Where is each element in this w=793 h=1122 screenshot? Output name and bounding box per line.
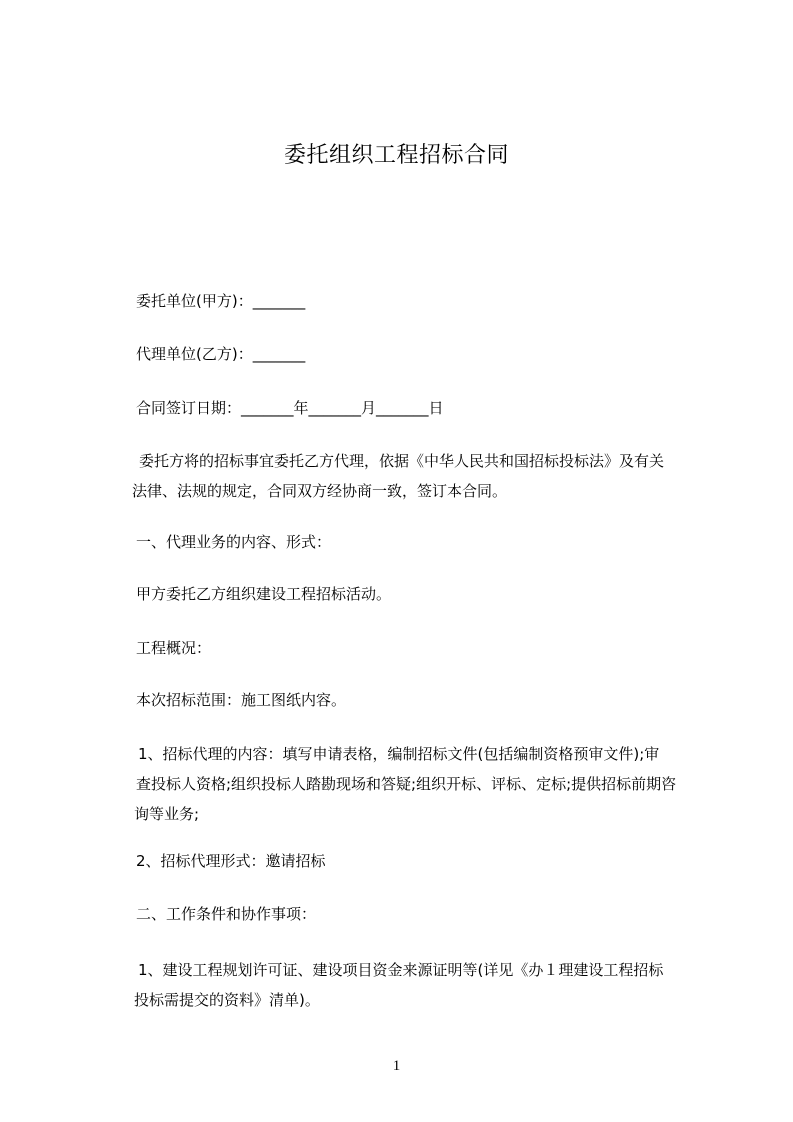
page-number: 1 (392, 1058, 401, 1074)
section-2-item-1-line-2: 投标需提交的资料》清单)。 (134, 991, 320, 1009)
item-1-paragraph (136, 739, 706, 829)
item-1-line-3: 询等业务; (134, 805, 200, 823)
item-1-line-2: 查投标人资格;组织投标人踏勘现场和答疑;组织开标、评标、定标;提供招标前期咨 (136, 775, 677, 793)
section-1-heading: 一、代理业务的内容、形式： (136, 533, 332, 551)
overview-label: 工程概况： (136, 639, 212, 657)
item-1-line-1: 1、招标代理的内容：填写申请表格，编制招标文件(包括编制资格预审文件);审 (138, 745, 660, 763)
item-2-line: 2、招标代理形式：邀请招标 (136, 852, 326, 870)
intro-paragraph (132, 446, 706, 506)
section-1-text: 甲方委托乙方组织建设工程招标活动。 (136, 585, 392, 603)
sign-date-line: 合同签订日期：_______年_______月_______日 (136, 399, 444, 417)
agent-line: 代理单位(乙方)：_______ (136, 345, 306, 363)
section-2-heading: 二、工作条件和协作事项： (136, 905, 317, 923)
intro-line-2: 法律、法规的规定，合同双方经协商一致，签订本合同。 (132, 482, 508, 500)
scope-line: 本次招标范围：施工图纸内容。 (136, 691, 347, 709)
intro-line-1: 委托方将的招标事宜委托乙方代理，依据《中华人民共和国招标投标法》及有关 (139, 452, 665, 470)
section-2-item-1-line-1: 1、建设工程规划许可证、建设项目资金来源证明等(详见《办１理建设工程招标 (138, 961, 664, 979)
principal-line: 委托单位(甲方)：_______ (136, 292, 306, 310)
document-title: 委托组织工程招标合同 (283, 143, 509, 168)
section-2-item-1-paragraph (136, 955, 706, 1015)
